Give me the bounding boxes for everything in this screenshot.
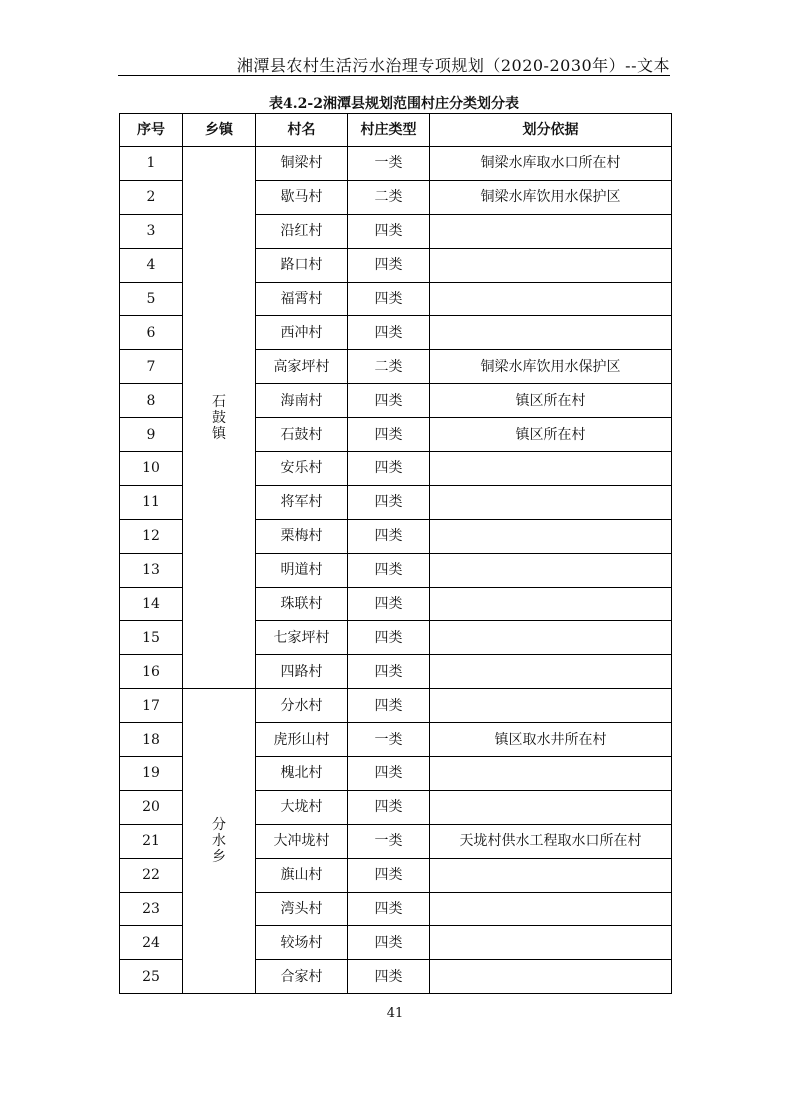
- classification-basis-cell: 镇区取水井所在村: [430, 723, 672, 757]
- row-number-cell: 16: [120, 655, 183, 689]
- row-number-cell: 24: [120, 926, 183, 960]
- village-name-cell: 西冲村: [256, 316, 348, 350]
- village-name-cell: 明道村: [256, 553, 348, 587]
- classification-basis-cell: [430, 926, 672, 960]
- table-body: [120, 147, 672, 994]
- classification-basis-cell: [430, 858, 672, 892]
- row-number-cell: 3: [120, 214, 183, 248]
- row-number-cell: 6: [120, 316, 183, 350]
- classification-basis-cell: [430, 519, 672, 553]
- village-type-cell: 四类: [348, 519, 430, 553]
- village-name-cell: 栗梅村: [256, 519, 348, 553]
- village-type-cell: 四类: [348, 790, 430, 824]
- village-type-cell: 二类: [348, 350, 430, 384]
- row-number-cell: 10: [120, 452, 183, 486]
- row-number-cell: 5: [120, 282, 183, 316]
- village-name-cell: 较场村: [256, 926, 348, 960]
- classification-basis-cell: [430, 655, 672, 689]
- classification-basis-cell: 铜梁水库取水口所在村: [430, 147, 672, 181]
- column-header-number: 序号: [120, 114, 183, 147]
- classification-basis-cell: [430, 485, 672, 519]
- classification-basis-cell: [430, 282, 672, 316]
- table-row: [120, 147, 672, 181]
- village-name-cell: 七家坪村: [256, 621, 348, 655]
- village-name-cell: 歇马村: [256, 180, 348, 214]
- village-type-cell: 四类: [348, 384, 430, 418]
- village-name-cell: 高家坪村: [256, 350, 348, 384]
- village-name-cell: 四路村: [256, 655, 348, 689]
- row-number-cell: 9: [120, 418, 183, 452]
- table-row: [120, 689, 672, 723]
- village-type-cell: 一类: [348, 723, 430, 757]
- town-name-char: 鼓: [212, 409, 226, 426]
- village-name-cell: 湾头村: [256, 892, 348, 926]
- town-cell: [183, 689, 256, 994]
- village-name-cell: 将军村: [256, 485, 348, 519]
- town-name-char: 分: [212, 817, 226, 834]
- row-number-cell: 14: [120, 587, 183, 621]
- village-type-cell: 四类: [348, 452, 430, 486]
- village-type-cell: 四类: [348, 248, 430, 282]
- table-caption: 表4.2-2湘潭县规划范围村庄分类划分表: [269, 96, 519, 112]
- village-name-cell: 合家村: [256, 960, 348, 994]
- village-name-cell: 海南村: [256, 384, 348, 418]
- village-type-cell: 四类: [348, 485, 430, 519]
- town-cell: [183, 147, 256, 689]
- village-type-cell: 四类: [348, 892, 430, 926]
- classification-basis-cell: [430, 790, 672, 824]
- row-number-cell: 12: [120, 519, 183, 553]
- village-type-cell: 一类: [348, 824, 430, 858]
- classification-basis-cell: 天垅村供水工程取水口所在村: [430, 824, 672, 858]
- village-type-cell: 一类: [348, 147, 430, 181]
- column-header-town: 乡镇: [183, 114, 256, 147]
- village-name-cell: 大垅村: [256, 790, 348, 824]
- classification-basis-cell: [430, 553, 672, 587]
- classification-basis-cell: 铜梁水库饮用水保护区: [430, 350, 672, 384]
- village-name-cell: 铜梁村: [256, 147, 348, 181]
- row-number-cell: 8: [120, 384, 183, 418]
- row-number-cell: 18: [120, 723, 183, 757]
- classification-basis-cell: [430, 452, 672, 486]
- village-name-cell: 珠联村: [256, 587, 348, 621]
- village-type-cell: 四类: [348, 418, 430, 452]
- column-header-village: 村名: [256, 114, 348, 147]
- village-type-cell: 四类: [348, 689, 430, 723]
- village-type-cell: 四类: [348, 757, 430, 791]
- column-header-basis: 划分依据: [430, 114, 672, 147]
- village-type-cell: 四类: [348, 282, 430, 316]
- town-name-char: 镇: [212, 425, 226, 442]
- row-number-cell: 21: [120, 824, 183, 858]
- row-number-cell: 23: [120, 892, 183, 926]
- row-number-cell: 1: [120, 147, 183, 181]
- village-type-cell: 四类: [348, 553, 430, 587]
- row-number-cell: 7: [120, 350, 183, 384]
- classification-basis-cell: [430, 892, 672, 926]
- classification-basis-cell: [430, 621, 672, 655]
- running-header: 湘潭县农村生活污水治理专项规划（2020-2030年）--文本: [236, 56, 670, 75]
- row-number-cell: 2: [120, 180, 183, 214]
- village-type-cell: 四类: [348, 960, 430, 994]
- village-type-cell: 四类: [348, 858, 430, 892]
- town-name-char: 水: [212, 833, 226, 850]
- row-number-cell: 4: [120, 248, 183, 282]
- classification-basis-cell: [430, 960, 672, 994]
- header-rule: [118, 75, 670, 76]
- classification-basis-cell: [430, 316, 672, 350]
- village-name-cell: 虎形山村: [256, 723, 348, 757]
- classification-basis-cell: 镇区所在村: [430, 384, 672, 418]
- row-number-cell: 15: [120, 621, 183, 655]
- row-number-cell: 22: [120, 858, 183, 892]
- village-type-cell: 四类: [348, 316, 430, 350]
- village-name-cell: 安乐村: [256, 452, 348, 486]
- row-number-cell: 17: [120, 689, 183, 723]
- village-type-cell: 四类: [348, 587, 430, 621]
- village-name-cell: 路口村: [256, 248, 348, 282]
- town-name-char: 乡: [212, 849, 226, 866]
- classification-basis-cell: 铜梁水库饮用水保护区: [430, 180, 672, 214]
- classification-basis-cell: [430, 689, 672, 723]
- row-number-cell: 25: [120, 960, 183, 994]
- classification-basis-cell: [430, 757, 672, 791]
- classification-basis-cell: 镇区所在村: [430, 418, 672, 452]
- village-name-cell: 石鼓村: [256, 418, 348, 452]
- village-type-cell: 四类: [348, 214, 430, 248]
- row-number-cell: 13: [120, 553, 183, 587]
- town-name-char: 石: [212, 393, 226, 410]
- classification-basis-cell: [430, 587, 672, 621]
- village-type-cell: 二类: [348, 180, 430, 214]
- village-type-cell: 四类: [348, 655, 430, 689]
- village-name-cell: 旗山村: [256, 858, 348, 892]
- row-number-cell: 19: [120, 757, 183, 791]
- row-number-cell: 11: [120, 485, 183, 519]
- classification-basis-cell: [430, 248, 672, 282]
- village-name-cell: 大冲垅村: [256, 824, 348, 858]
- village-name-cell: 沿红村: [256, 214, 348, 248]
- village-classification-table: [119, 113, 672, 994]
- village-type-cell: 四类: [348, 621, 430, 655]
- column-header-type: 村庄类型: [348, 114, 430, 147]
- village-name-cell: 福霄村: [256, 282, 348, 316]
- table-header-row: [120, 114, 672, 147]
- village-name-cell: 分水村: [256, 689, 348, 723]
- row-number-cell: 20: [120, 790, 183, 824]
- classification-basis-cell: [430, 214, 672, 248]
- page-number: 41: [386, 1006, 404, 1021]
- village-name-cell: 槐北村: [256, 757, 348, 791]
- village-type-cell: 四类: [348, 926, 430, 960]
